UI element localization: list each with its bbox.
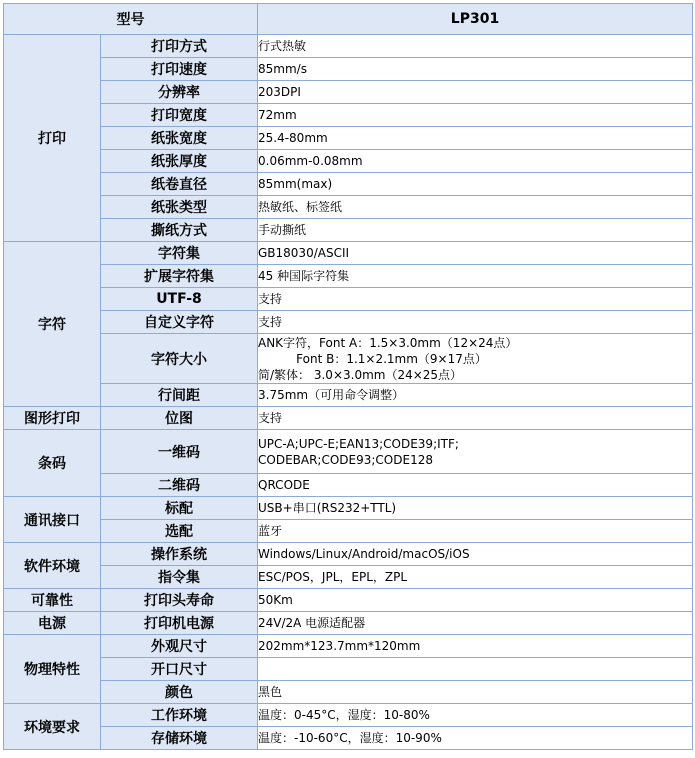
table-row <box>4 265 693 288</box>
table-row <box>4 589 693 612</box>
value-line: ESC/POS，JPL，EPL，ZPL <box>258 570 408 584</box>
group-label: 可靠性 <box>4 589 101 612</box>
group-label: 电源 <box>4 612 101 635</box>
attribute-value <box>258 196 693 219</box>
attribute-value <box>258 58 693 81</box>
value-line: 简/繁体： 3.0×3.0mm（24×25点） <box>258 367 463 382</box>
value-line: 支持 <box>258 411 283 425</box>
attribute-label: 字符集 <box>101 242 258 265</box>
attribute-label: 颜色 <box>101 681 258 704</box>
value-line: QRCODE <box>258 478 310 492</box>
attribute-value <box>258 127 693 150</box>
value-line: 24V/2A 电源适配器 <box>258 616 366 630</box>
table-row <box>4 635 693 658</box>
table-row <box>4 150 693 173</box>
attribute-label: 打印宽度 <box>101 104 258 127</box>
attribute-value <box>258 242 693 265</box>
attribute-label: 打印方式 <box>101 35 258 58</box>
attribute-value <box>258 288 693 311</box>
value-line: 温度：0-45°C，湿度：10-80% <box>258 708 430 722</box>
group-label: 通讯接口 <box>4 497 101 543</box>
attribute-value <box>258 612 693 635</box>
table-row <box>4 430 693 474</box>
attribute-label: 纸张类型 <box>101 196 258 219</box>
attribute-value <box>258 150 693 173</box>
table-row <box>4 407 693 430</box>
table-row <box>4 173 693 196</box>
group-label: 字符 <box>4 242 101 407</box>
attribute-value <box>258 635 693 658</box>
attribute-value <box>258 81 693 104</box>
table-row <box>4 242 693 265</box>
attribute-value <box>258 384 693 407</box>
group-label: 环境要求 <box>4 704 101 750</box>
value-line: 黑色 <box>258 685 283 699</box>
value-line: 45 种国际字符集 <box>258 269 350 283</box>
attribute-label: 选配 <box>101 520 258 543</box>
attribute-label: 二维码 <box>101 474 258 497</box>
value-line: UPC-A;UPC-E;EAN13;CODE39;ITF; <box>258 436 459 451</box>
attribute-value <box>258 104 693 127</box>
attribute-label: 打印速度 <box>101 58 258 81</box>
attribute-label: 分辨率 <box>101 81 258 104</box>
value-line: 85mm(max) <box>258 177 333 191</box>
attribute-label: 打印机电源 <box>101 612 258 635</box>
attribute-value <box>258 497 693 520</box>
table-row <box>4 704 693 727</box>
attribute-label: 存储环境 <box>101 727 258 750</box>
attribute-value <box>258 35 693 58</box>
attribute-value <box>258 589 693 612</box>
table-row <box>4 127 693 150</box>
attribute-label: UTF-8 <box>101 288 258 311</box>
value-line: CODEBAR;CODE93;CODE128 <box>258 452 433 467</box>
spec-table <box>3 3 693 750</box>
attribute-label: 纸张宽度 <box>101 127 258 150</box>
table-row <box>4 727 693 750</box>
attribute-value <box>258 474 693 497</box>
value-line: 蓝牙 <box>258 524 283 538</box>
table-row <box>4 334 693 384</box>
value-line: 25.4-80mm <box>258 131 328 145</box>
group-label: 软件环境 <box>4 543 101 589</box>
table-row <box>4 681 693 704</box>
value-line: 202mm*123.7mm*120mm <box>258 639 421 653</box>
attribute-label: 一维码 <box>101 430 258 474</box>
attribute-label: 自定义字符 <box>101 311 258 334</box>
table-row <box>4 58 693 81</box>
attribute-value <box>258 704 693 727</box>
table-row <box>4 35 693 58</box>
table-row <box>4 474 693 497</box>
attribute-value <box>258 311 693 334</box>
attribute-label: 指令集 <box>101 566 258 589</box>
attribute-value <box>258 407 693 430</box>
table-row <box>4 520 693 543</box>
table-row <box>4 311 693 334</box>
table-row <box>4 196 693 219</box>
attribute-value <box>258 520 693 543</box>
attribute-value <box>258 334 693 384</box>
group-label: 条码 <box>4 430 101 497</box>
table-row <box>4 81 693 104</box>
attribute-label: 外观尺寸 <box>101 635 258 658</box>
value-line: Font B：1.1×2.1mm（9×17点） <box>258 351 487 366</box>
table-row <box>4 566 693 589</box>
attribute-value <box>258 658 693 681</box>
table-row <box>4 612 693 635</box>
value-line: 支持 <box>258 315 283 329</box>
attribute-value <box>258 681 693 704</box>
attribute-value <box>258 430 693 474</box>
attribute-value <box>258 727 693 750</box>
attribute-label: 撕纸方式 <box>101 219 258 242</box>
value-line: Windows/Linux/Android/macOS/iOS <box>258 547 470 561</box>
attribute-label: 工作环境 <box>101 704 258 727</box>
value-line: 3.75mm（可用命令调整） <box>258 388 405 402</box>
value-line: USB+串口(RS232+TTL) <box>258 501 397 515</box>
value-line: 203DPI <box>258 85 301 99</box>
value-line: ANK字符，Font A：1.5×3.0mm（12×24点） <box>258 335 518 350</box>
group-label: 物理特性 <box>4 635 101 704</box>
header-row <box>4 4 693 35</box>
table-row <box>4 658 693 681</box>
value-line: 50Km <box>258 593 293 607</box>
attribute-label: 打印头寿命 <box>101 589 258 612</box>
table-row <box>4 497 693 520</box>
value-line: 温度：-10-60°C，湿度：10-90% <box>258 731 442 745</box>
attribute-label: 标配 <box>101 497 258 520</box>
spec-body <box>4 35 693 750</box>
attribute-label: 纸卷直径 <box>101 173 258 196</box>
table-row <box>4 288 693 311</box>
table-row <box>4 384 693 407</box>
attribute-value <box>258 566 693 589</box>
table-row <box>4 104 693 127</box>
model-label: 型号 <box>4 4 258 35</box>
value-line: 行式热敏 <box>258 39 307 53</box>
value-line: 手动撕纸 <box>258 223 307 237</box>
group-label: 图形打印 <box>4 407 101 430</box>
attribute-label: 纸张厚度 <box>101 150 258 173</box>
attribute-label: 行间距 <box>101 384 258 407</box>
attribute-label: 扩展字符集 <box>101 265 258 288</box>
table-row <box>4 543 693 566</box>
table-row <box>4 219 693 242</box>
attribute-value <box>258 219 693 242</box>
attribute-value <box>258 543 693 566</box>
attribute-label: 开口尺寸 <box>101 658 258 681</box>
model-value: LP301 <box>258 4 693 35</box>
value-line: 85mm/s <box>258 62 307 76</box>
value-line: 热敏纸、标签纸 <box>258 200 343 214</box>
attribute-value <box>258 173 693 196</box>
value-line: 0.06mm-0.08mm <box>258 154 363 168</box>
value-line: GB18030/ASCII <box>258 246 350 260</box>
attribute-label: 位图 <box>101 407 258 430</box>
attribute-label: 操作系统 <box>101 543 258 566</box>
attribute-label: 字符大小 <box>101 334 258 384</box>
attribute-value <box>258 265 693 288</box>
value-line: 支持 <box>258 292 283 306</box>
value-line: 72mm <box>258 108 297 122</box>
group-label: 打印 <box>4 35 101 242</box>
